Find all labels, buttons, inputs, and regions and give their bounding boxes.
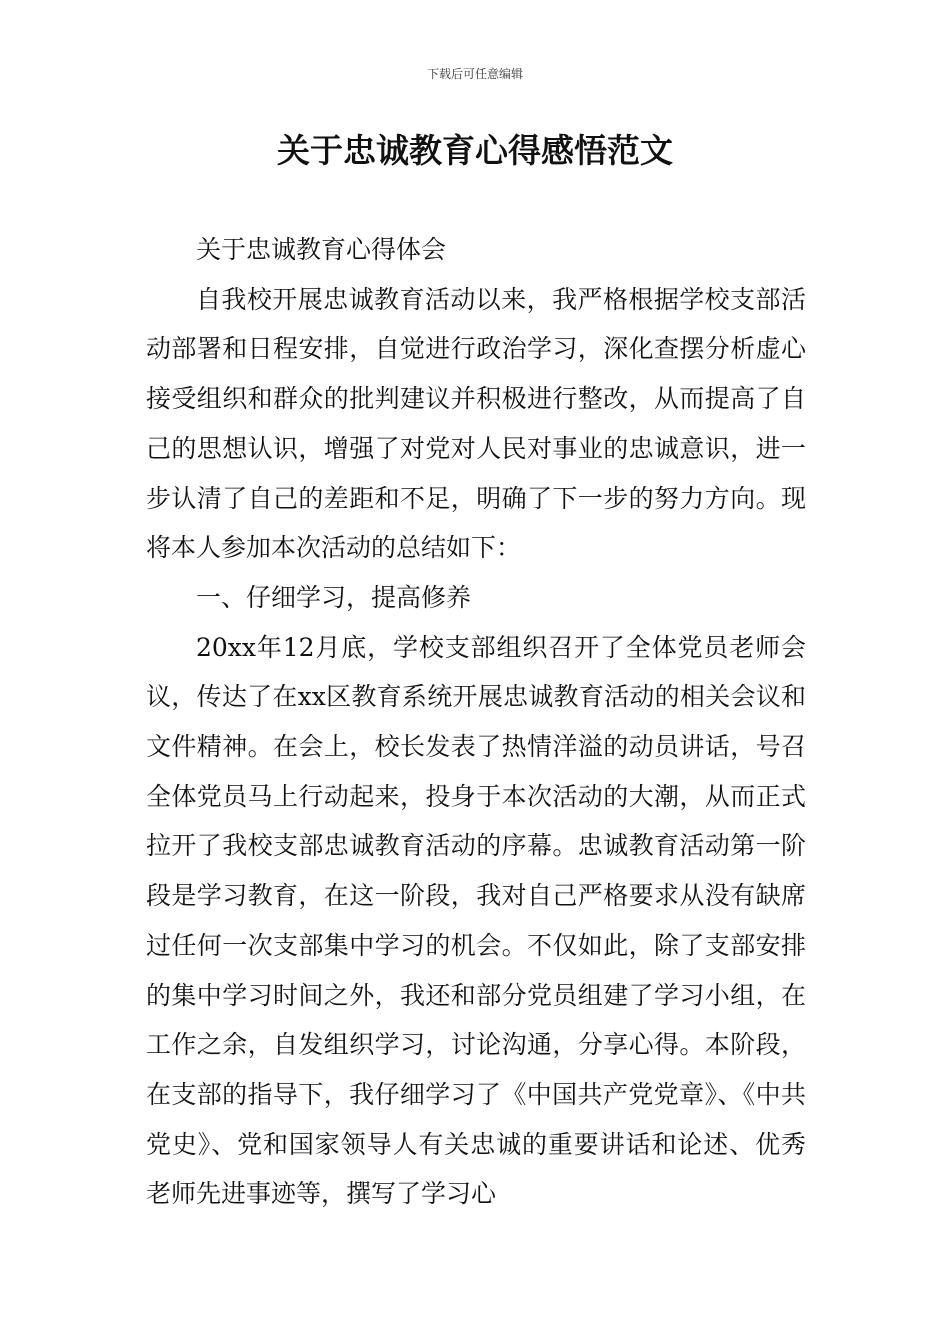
body-paragraph: 20xx年12月底，学校支部组织召开了全体党员老师会议，传达了在xx区教育系统开展忠诚教育活动的相关会议和文件精神。在会上，校长发表了热情洋溢的动员讲话，号召全体党员马上行动起来，投身于本次活动的大潮，从而正式拉开了我校支部忠诚教育活动的序幕。忠诚教育活动第一阶段是学习教育，在这一阶段，我对自己严格要求从没有缺席过任何一次支部集中学习的机会。不仅如此，除了支部安排的集中学习时间之外，我还和部分党员组建了学习小组，在工作之余，自发组织学习，讨论沟通，分享心得。本阶段，在支部的指导下，我仔细学习了《中国共产党党章》、《中共党史》、党和国家领导人有关忠诚的重要讲话和论述、优秀老师先进事迹等，撰写了学习心 — [146, 632, 806, 1209]
body-paragraph: 自我校开展忠诚教育活动以来，我严格根据学校支部活动部署和日程安排，自觉进行政治学习，深化查摆分析虚心接受组织和群众的批判建议并积极进行整改，从而提高了自己的思想认识，增强了对党对人民对事业的忠诚意识，进一步认清了自己的差距和不足，明确了下一步的努力方向。现将本人参加本次活动的总结如下： — [146, 284, 806, 563]
document-title: 关于忠诚教育心得感悟范文 — [277, 131, 673, 170]
subheading-paragraph: 关于忠诚教育心得体会 — [196, 235, 447, 264]
document-body — [146, 225, 806, 1219]
header-note: 下载后可任意编辑 — [426, 67, 523, 81]
section-heading: 一、仔细学习，提高修养 — [196, 582, 472, 612]
